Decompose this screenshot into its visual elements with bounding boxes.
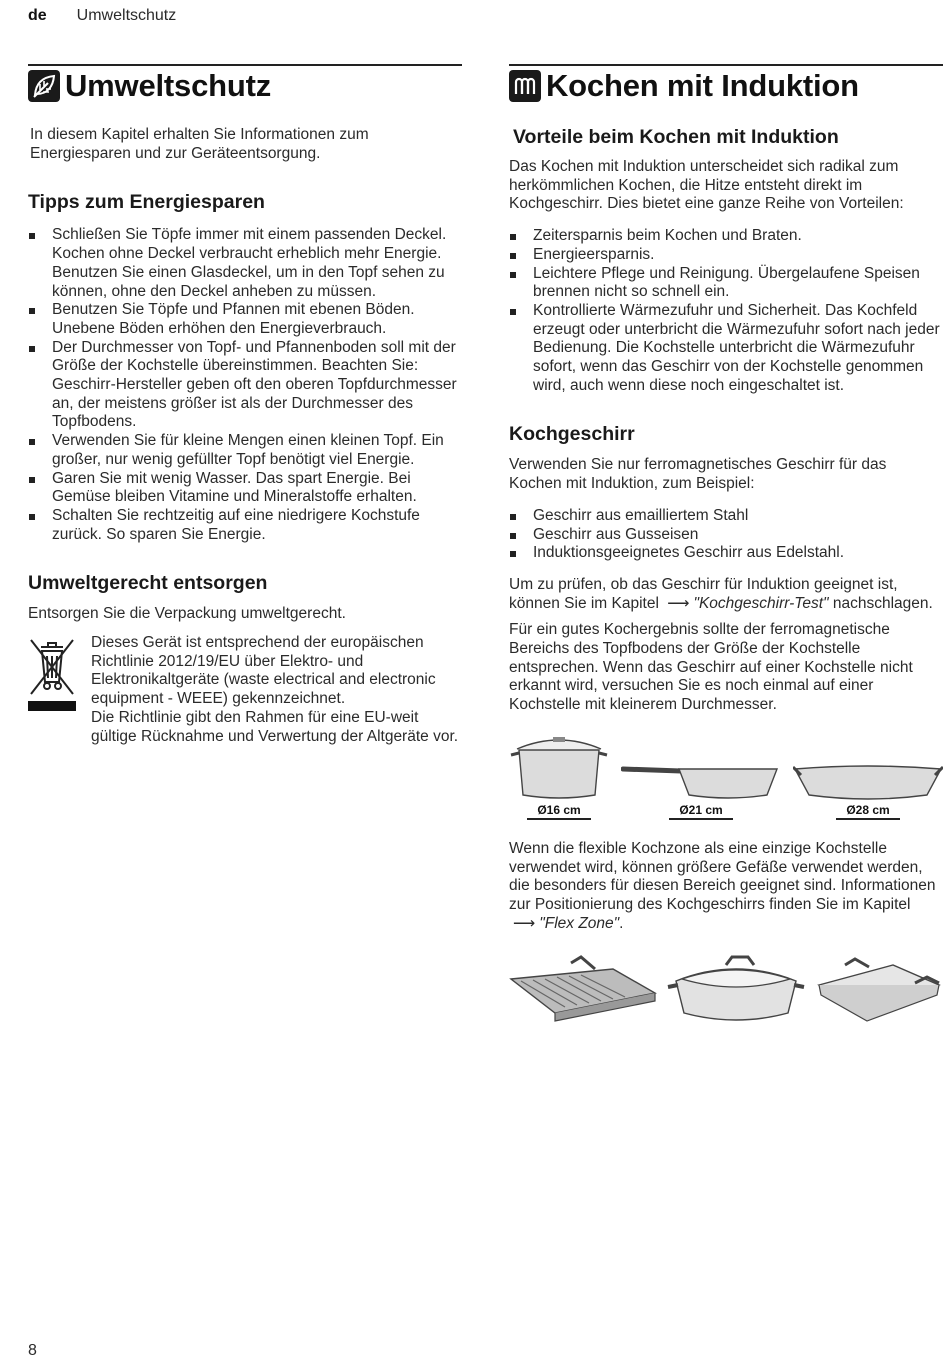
cookware-test-link[interactable]: "Kochgeschirr-Test" — [693, 594, 829, 612]
list-item: Schließen Sie Töpfe immer mit einem passenden Deckel. Kochen ohne Deckel verbraucht erheblich mehr Energie. Benutzen Sie einen Glasdeckel, um in den Topf sehen zu können, ohne den Deckel anheben zu müssen. — [28, 226, 462, 301]
cookware-heading: Kochgeschirr — [509, 423, 635, 446]
size-label-medium: Ø21 cm — [669, 803, 732, 820]
list-item: Energieersparnis. — [509, 246, 943, 265]
induction-title: Kochen mit Induktion — [546, 68, 859, 103]
pot-illustration — [509, 735, 609, 820]
induction-coil-icon — [509, 70, 541, 102]
flex-cookware-illustration — [509, 951, 943, 1025]
disposal-text: Entsorgen Sie die Verpackung umweltgerecht. — [28, 605, 346, 623]
cookware-list — [509, 507, 943, 563]
list-item: Kontrollierte Wärmezufuhr und Sicherheit. Das Kochfeld erzeugt oder unterbricht die Wärmezufuhr sofort nach jeder Bedienung. Die Kochstelle unterbricht die Wärmezufuhr sofort, wenn das Geschirr von der Kochstelle genommen wird, auch wenn diese noch eingeschaltet ist. — [509, 302, 943, 396]
flex-zone-text: Wenn die flexible Kochzone als eine einzige Kochstelle verwendet wird, können größere Gefäße verwendet werden, die besonders für diesen Bereich geeignet sind. Informationen zur Positionierung des Kochgeschirrs finden Sie im Kapitel — [509, 839, 936, 913]
size-label-small: Ø16 cm — [527, 803, 590, 820]
section-heading-induction — [509, 64, 943, 104]
list-item: Induktionsgeeignetes Geschirr aus Edelstahl. — [509, 544, 943, 563]
reference-arrow: ⟶ — [667, 594, 690, 612]
advantages-intro: Das Kochen mit Induktion unterscheidet sich radikal zum herkömmlichen Kochen, die Hitze entsteht direkt im Kochgeschirr. Dies bietet eine ganze Reihe von Vorteilen: — [509, 158, 904, 213]
cookware-intro: Verwenden Sie nur ferromagnetisches Geschirr für das Kochen mit Induktion, zum Beispiel: — [509, 456, 887, 493]
frying-pan-illustration — [621, 761, 781, 820]
reference-arrow: ⟶ — [513, 914, 536, 932]
roasting-dish-illustration — [666, 951, 806, 1025]
page-title: Umweltschutz — [65, 68, 272, 103]
grill-plate-illustration — [509, 955, 657, 1025]
list-item: Zeitersparnis beim Kochen und Braten. — [509, 227, 943, 246]
tips-list — [28, 226, 462, 544]
weee-bin-icon — [28, 636, 80, 746]
flex-zone-link[interactable]: "Flex Zone" — [539, 914, 620, 932]
weee-block — [28, 634, 462, 746]
section-heading-environment — [28, 64, 462, 104]
flex-zone-end: . — [619, 914, 624, 932]
list-item: Garen Sie mit wenig Wasser. Das spart Energie. Bei Gemüse bleiben Vitamine und Mineralstoffe erhalten. — [28, 470, 462, 507]
size-label-large: Ø28 cm — [836, 803, 899, 820]
list-item: Schalten Sie rechtzeitig auf eine niedrigere Kochstufe zurück. So sparen Sie Energie. — [28, 507, 462, 544]
right-column — [509, 64, 943, 1025]
result-text: Für ein gutes Kochergebnis sollte der ferromagnetische Bereichs des Topfbodens der Größe der Kochstelle entsprechen. Wenn das Geschirr auf einer Kochstelle nicht erkannt wird, versuchen Sie es noch einmal auf einer Kochstelle mit kleinerem Durchmesser. — [509, 621, 913, 714]
page-header — [28, 7, 176, 25]
advantages-heading: Vorteile beim Kochen mit Induktion — [513, 126, 839, 148]
page-number: 8 — [28, 1342, 37, 1359]
gastronorm-tray-illustration — [815, 955, 943, 1025]
list-item: Verwenden Sie für kleine Mengen einen kleinen Topf. Ein großer, nur wenig gefüllter Topf benötigt viel Energie. — [28, 432, 462, 469]
left-column — [28, 64, 462, 746]
disposal-heading: Umweltgerecht entsorgen — [28, 572, 268, 595]
list-item: Leichtere Pflege und Reinigung. Übergelaufene Speisen brennen nicht so schnell ein. — [509, 265, 943, 302]
cookware-size-illustration — [509, 735, 943, 820]
weee-text — [91, 634, 462, 746]
header-section: Umweltschutz — [76, 7, 177, 24]
advantages-list — [509, 227, 943, 395]
list-item: Geschirr aus emailliertem Stahl — [509, 507, 943, 526]
list-item: Der Durchmesser von Topf- und Pfannenboden soll mit der Größe der Kochstelle übereinstimmen. Beachten Sie: Geschirr-Hersteller geben oft den oberen Topfdurchmesser an, der meistens größer ist als der Durchmesser des Topfbodens. — [28, 339, 462, 433]
intro-text: In diesem Kapitel erhalten Sie Informationen zum Energiesparen und zur Geräteentsorgung. — [30, 126, 369, 162]
flex-zone-reference — [509, 840, 943, 934]
wok-illustration — [793, 765, 943, 820]
test-reference-text: Um zu prüfen, ob das Geschirr für Induktion geeignet ist, können Sie im Kapitel — [509, 575, 898, 612]
list-item: Benutzen Sie Töpfe und Pfannen mit ebenen Böden. Unebene Böden erhöhen den Energieverbrauch. — [28, 301, 462, 338]
list-item: Geschirr aus Gusseisen — [509, 526, 943, 545]
test-reference — [509, 576, 943, 613]
weee-text-2: Die Richtlinie gibt den Rahmen für eine EU-weit gültige Rücknahme und Verwertung der Altgeräte vor. — [91, 708, 459, 745]
tips-heading: Tipps zum Energiesparen — [28, 191, 265, 214]
weee-text-1: Dieses Gerät ist entsprechend der europäischen Richtlinie 2012/19/EU über Elektro- und Elektronikaltgeräte (waste electrical and electronic equipment - WEEE) gekennzeichnet. — [91, 634, 436, 708]
language-code: de — [28, 7, 47, 24]
leaf-icon — [28, 70, 60, 102]
test-reference-end: nachschlagen. — [832, 594, 933, 612]
